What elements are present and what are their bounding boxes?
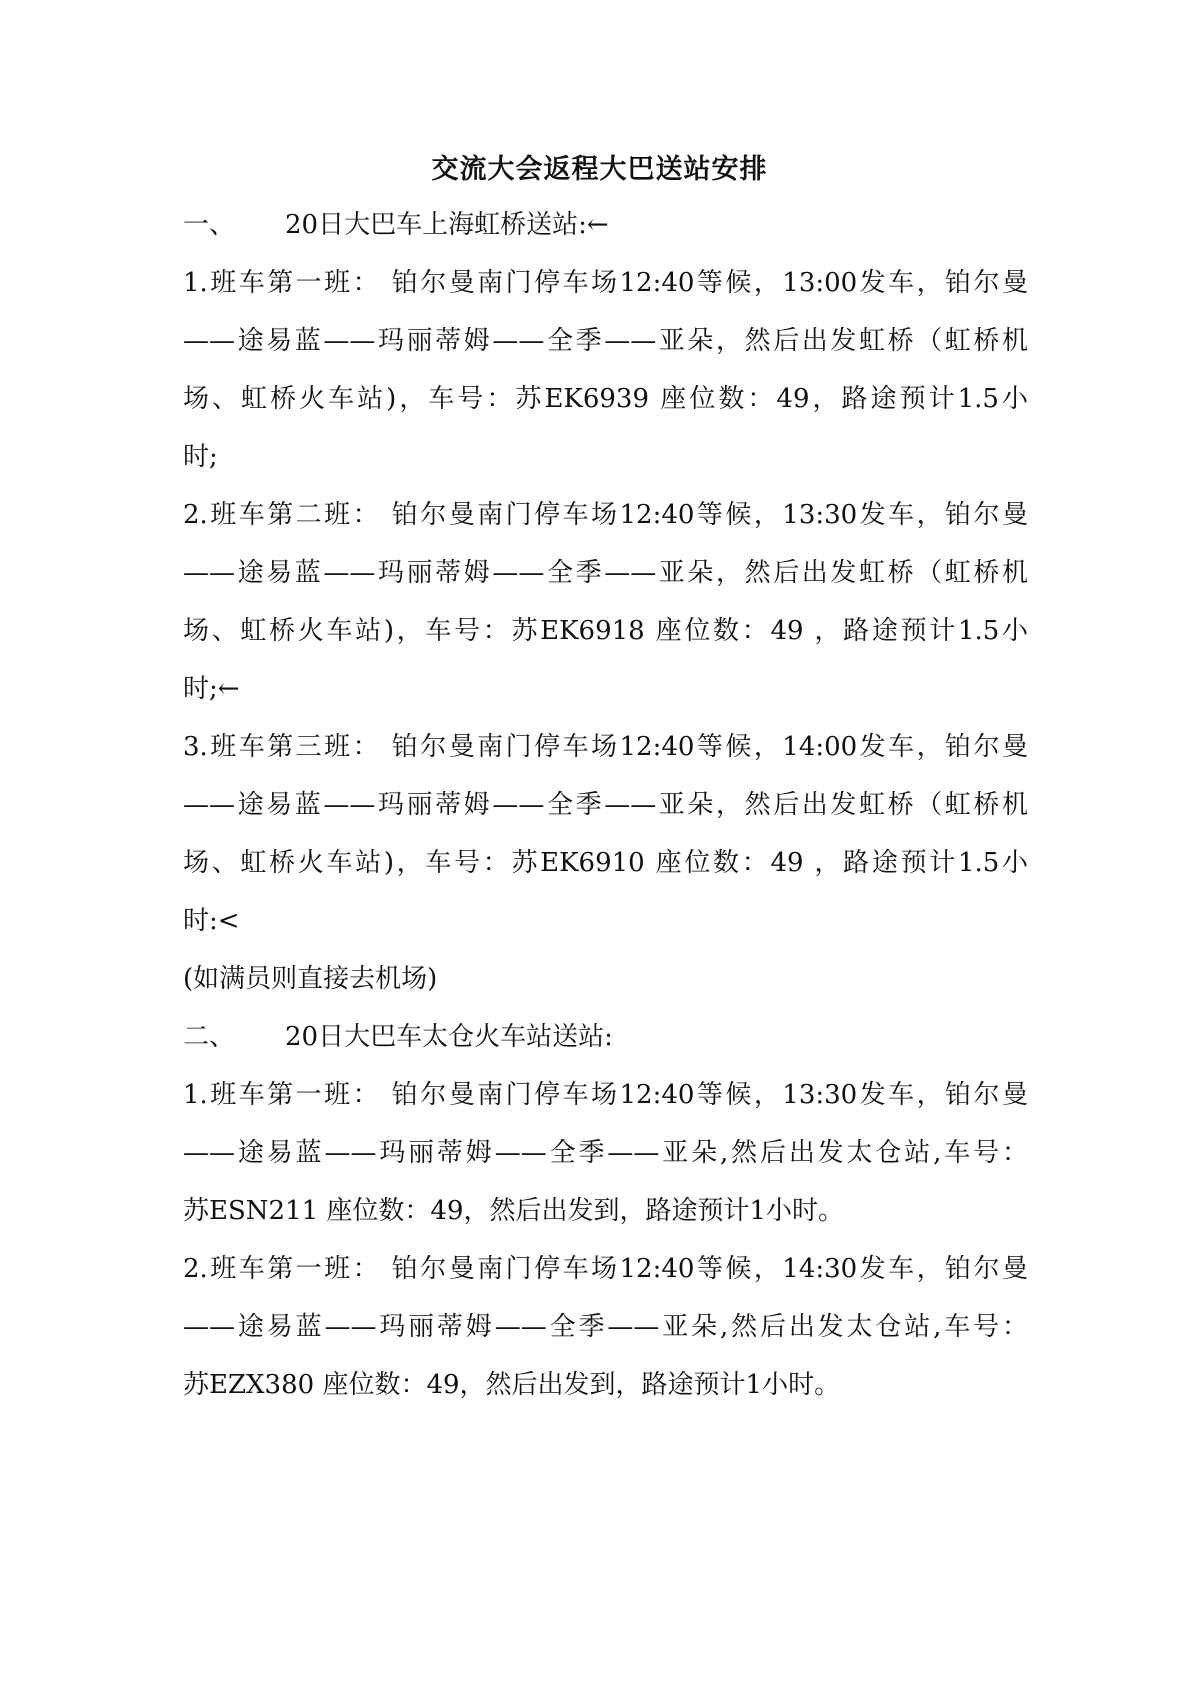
paragraph-line: 场、虹桥火车站)，车号：苏EK6910 座位数：49 ，路途预计1.5小	[183, 848, 1028, 878]
paragraph-line: ——途易蓝——玛丽蒂姆——全季——亚朵,然后出发太仓站,车号：	[183, 1138, 1028, 1168]
paragraph-line: 2.班车第二班： 铂尔曼南门停车场12:40等候，13:30发车，铂尔曼	[183, 500, 1028, 530]
section-2-number: 二、	[183, 1022, 236, 1052]
paragraph-line: 苏ESN211 座位数：49，然后出发到，路途预计1小时。	[183, 1196, 845, 1226]
section-2-title: 20日大巴车太仓火车站送站:	[285, 1022, 613, 1052]
paragraph-line: 苏EZX380 座位数：49，然后出发到，路途预计1小时。	[183, 1370, 841, 1400]
paragraph-line: 场、虹桥火车站)，车号：苏EK6918 座位数：49 ，路途预计1.5小	[183, 616, 1028, 646]
section-1-title: 20日大巴车上海虹桥送站:←	[285, 210, 609, 240]
paragraph-line: 1.班车第一班： 铂尔曼南门停车场12:40等候，13:00发车，铂尔曼	[183, 268, 1028, 298]
paragraph-line: ——途易蓝——玛丽蒂姆——全季——亚朵，然后出发虹桥（虹桥机	[183, 558, 1028, 588]
paragraph-line: 1.班车第一班： 铂尔曼南门停车场12:40等候，13:30发车，铂尔曼	[183, 1080, 1028, 1110]
section-1-number: 一、	[183, 210, 236, 240]
paragraph-line: 3.班车第三班： 铂尔曼南门停车场12:40等候，14:00发车，铂尔曼	[183, 732, 1028, 762]
paragraph-line: 场、虹桥火车站)，车号：苏EK6939 座位数：49，路途预计1.5小	[183, 384, 1028, 414]
section-1-note: (如满员则直接去机场)	[183, 964, 438, 994]
paragraph-line: 2.班车第一班： 铂尔曼南门停车场12:40等候，14:30发车，铂尔曼	[183, 1254, 1028, 1284]
paragraph-line: ——途易蓝——玛丽蒂姆——全季——亚朵，然后出发虹桥（虹桥机	[183, 326, 1028, 356]
paragraph-line: ——途易蓝——玛丽蒂姆——全季——亚朵，然后出发虹桥（虹桥机	[183, 790, 1028, 820]
section-1-heading	[183, 208, 1028, 242]
paragraph-line: ——途易蓝——玛丽蒂姆——全季——亚朵,然后出发太仓站,车号：	[183, 1312, 1028, 1342]
paragraph-line: 时;	[183, 442, 218, 472]
page-title: 交流大会返程大巴送站安排	[431, 154, 768, 185]
paragraph-line: 时;←	[183, 674, 240, 704]
section-2-heading	[183, 1020, 1028, 1054]
paragraph-line: 时:<	[183, 906, 240, 936]
